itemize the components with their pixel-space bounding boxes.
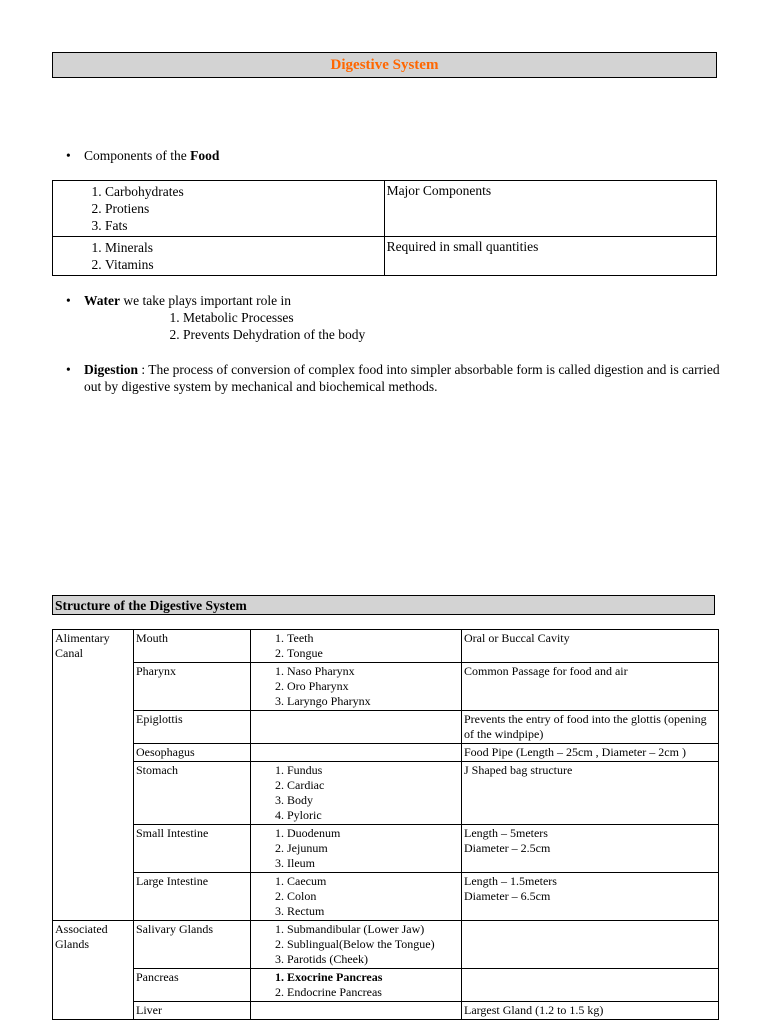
food-items-list bbox=[55, 183, 382, 234]
parts-list bbox=[253, 631, 459, 661]
organ-cell: Oesophagus bbox=[134, 744, 251, 762]
list-item: 2. Colon bbox=[287, 889, 459, 904]
description-cell: Prevents the entry of food into the glottis (opening of the windpipe) bbox=[462, 711, 719, 744]
page-title: Digestive System bbox=[52, 52, 717, 78]
table-row bbox=[53, 969, 719, 1002]
description-cell: Food Pipe (Length – 25cm , Diameter – 2cm ) bbox=[462, 744, 719, 762]
food-heading bbox=[84, 147, 219, 164]
organ-cell: Stomach bbox=[134, 762, 251, 825]
list-item: 1. Submandibular (Lower Jaw) bbox=[287, 922, 459, 937]
organ-cell: Pharynx bbox=[134, 663, 251, 711]
list-item: 1. Naso Pharynx bbox=[287, 664, 459, 679]
food-note-cell: Required in small quantities bbox=[384, 237, 716, 276]
parts-cell bbox=[251, 762, 462, 825]
list-item: 1. Teeth bbox=[287, 631, 459, 646]
water-heading bbox=[84, 292, 291, 309]
list-item: 4. Pyloric bbox=[287, 808, 459, 823]
description-cell: J Shaped bag structure bbox=[462, 762, 719, 825]
parts-cell bbox=[251, 825, 462, 873]
list-item: 1. Exocrine Pancreas bbox=[287, 970, 459, 985]
parts-cell bbox=[251, 969, 462, 1002]
organ-cell: Salivary Glands bbox=[134, 921, 251, 969]
bullet-icon: • bbox=[66, 362, 71, 377]
table-row bbox=[53, 181, 717, 237]
table-row bbox=[53, 744, 719, 762]
list-item: 2. Protiens bbox=[105, 200, 382, 217]
water-heading-text: we take plays important role in bbox=[120, 293, 291, 308]
table-row bbox=[53, 237, 717, 276]
list-item: 3. Body bbox=[287, 793, 459, 808]
water-heading-bold: Water bbox=[84, 293, 120, 308]
bullet-icon: • bbox=[66, 148, 71, 163]
digestion-text: : The process of conversion of complex food into simpler absorbable form is called digestion and is carried out by digestive system by mechanical and biochemical methods. bbox=[84, 362, 720, 394]
table-row bbox=[53, 663, 719, 711]
table-row bbox=[53, 711, 719, 744]
parts-list bbox=[253, 922, 459, 967]
list-item: 1. Minerals bbox=[105, 239, 382, 256]
list-item: 3. Ileum bbox=[287, 856, 459, 871]
bullet-icon: • bbox=[66, 293, 71, 308]
organ-cell: Large Intestine bbox=[134, 873, 251, 921]
structure-title: Structure of the Digestive System bbox=[52, 595, 715, 615]
organ-cell: Small Intestine bbox=[134, 825, 251, 873]
parts-list bbox=[253, 970, 459, 1000]
description-cell bbox=[462, 969, 719, 1002]
description-cell: Oral or Buccal Cavity bbox=[462, 630, 719, 663]
digestion-bold: Digestion bbox=[84, 362, 138, 377]
table-row bbox=[53, 921, 719, 969]
list-item: 2. Endocrine Pancreas bbox=[287, 985, 459, 1000]
food-note-cell: Major Components bbox=[384, 181, 716, 237]
table-row bbox=[53, 762, 719, 825]
parts-list bbox=[253, 874, 459, 919]
list-item: 3. Rectum bbox=[287, 904, 459, 919]
parts-cell bbox=[251, 630, 462, 663]
parts-cell bbox=[251, 921, 462, 969]
food-items-list bbox=[55, 239, 382, 273]
table-row bbox=[53, 630, 719, 663]
digestion-definition bbox=[84, 361, 724, 395]
list-item: 1. Metabolic Processes bbox=[183, 309, 365, 326]
food-components-table bbox=[52, 180, 717, 276]
structure-table bbox=[52, 629, 719, 1020]
group-label-cell: Associated Glands bbox=[53, 921, 134, 1020]
list-item: 2. Jejunum bbox=[287, 841, 459, 856]
list-item: 2. Sublingual(Below the Tongue) bbox=[287, 937, 459, 952]
food-heading-prefix: Components of the bbox=[84, 148, 191, 163]
parts-cell bbox=[251, 873, 462, 921]
parts-cell bbox=[251, 1002, 462, 1020]
organ-cell: Mouth bbox=[134, 630, 251, 663]
list-item: 2. Tongue bbox=[287, 646, 459, 661]
parts-cell bbox=[251, 744, 462, 762]
table-row bbox=[53, 1002, 719, 1020]
parts-list bbox=[253, 826, 459, 871]
description-cell: Length – 5meters Diameter – 2.5cm bbox=[462, 825, 719, 873]
food-items-cell bbox=[53, 237, 385, 276]
table-row bbox=[53, 873, 719, 921]
list-item: 3. Fats bbox=[105, 217, 382, 234]
list-item: 3. Parotids (Cheek) bbox=[287, 952, 459, 967]
description-cell bbox=[462, 921, 719, 969]
description-cell: Common Passage for food and air bbox=[462, 663, 719, 711]
list-item: 1. Caecum bbox=[287, 874, 459, 889]
list-item: 2. Cardiac bbox=[287, 778, 459, 793]
parts-cell bbox=[251, 711, 462, 744]
organ-cell: Epiglottis bbox=[134, 711, 251, 744]
list-item: 1. Duodenum bbox=[287, 826, 459, 841]
description-cell: Largest Gland (1.2 to 1.5 kg) bbox=[462, 1002, 719, 1020]
table-row bbox=[53, 825, 719, 873]
food-heading-bold: Food bbox=[190, 148, 220, 163]
parts-list bbox=[253, 664, 459, 709]
water-roles-list bbox=[163, 309, 365, 343]
list-item: 2. Oro Pharynx bbox=[287, 679, 459, 694]
parts-list bbox=[253, 763, 459, 823]
list-item: 1. Carbohydrates bbox=[105, 183, 382, 200]
parts-cell bbox=[251, 663, 462, 711]
list-item: 1. Fundus bbox=[287, 763, 459, 778]
organ-cell: Pancreas bbox=[134, 969, 251, 1002]
list-item: 2. Prevents Dehydration of the body bbox=[183, 326, 365, 343]
group-label-cell: Alimentary Canal bbox=[53, 630, 134, 921]
organ-cell: Liver bbox=[134, 1002, 251, 1020]
food-items-cell bbox=[53, 181, 385, 237]
description-cell: Length – 1.5meters Diameter – 6.5cm bbox=[462, 873, 719, 921]
list-item: 2. Vitamins bbox=[105, 256, 382, 273]
list-item: 3. Laryngo Pharynx bbox=[287, 694, 459, 709]
